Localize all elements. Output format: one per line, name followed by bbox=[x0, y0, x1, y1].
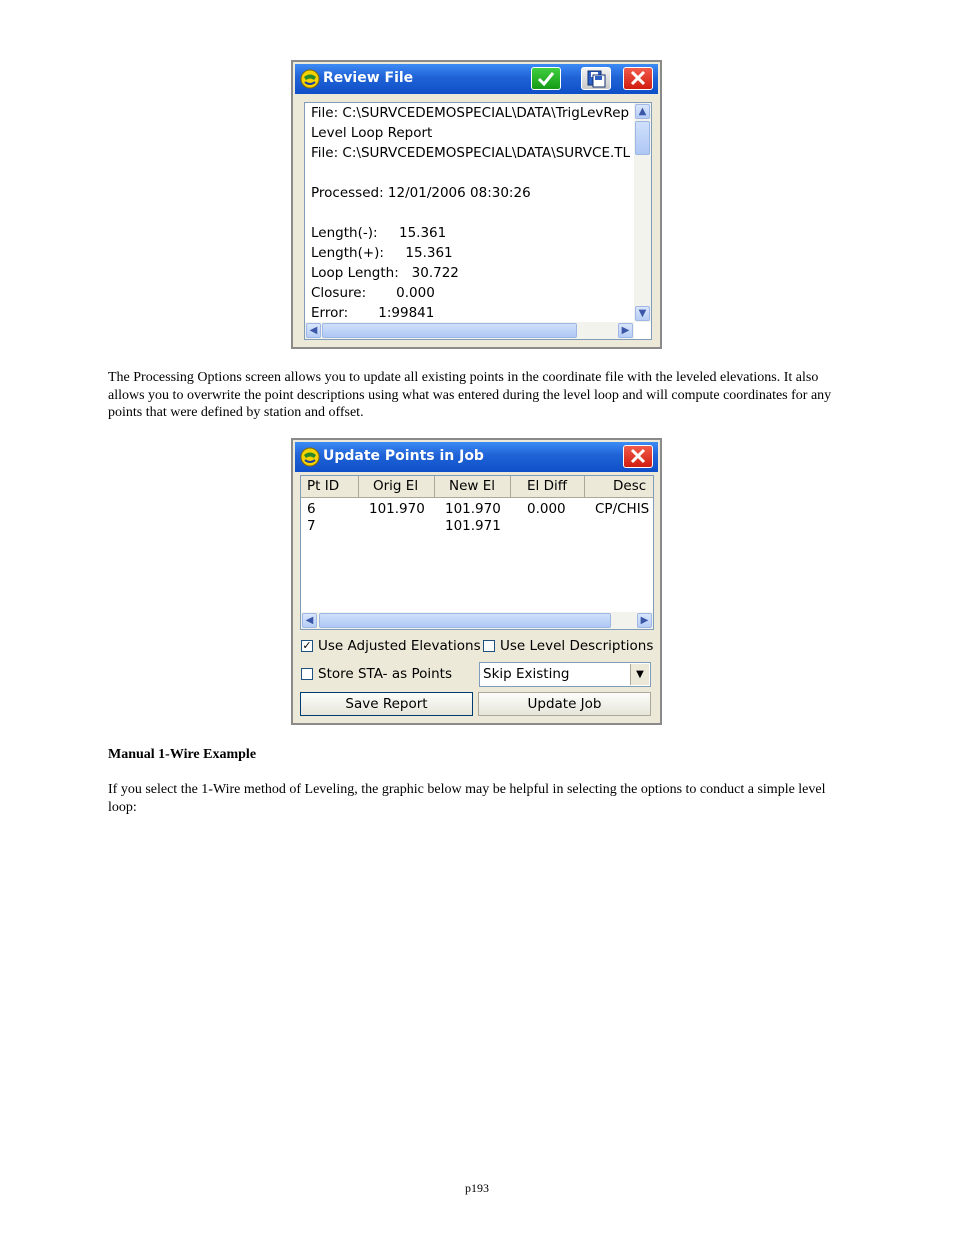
use-adjusted-elevations-label[interactable]: Use Adjusted Elevations bbox=[318, 638, 481, 654]
report-line: Length(-): 15.361 bbox=[311, 225, 447, 241]
vertical-scroll-thumb[interactable] bbox=[635, 121, 650, 155]
close-icon bbox=[624, 68, 652, 89]
review-file-title: Review File bbox=[323, 70, 414, 86]
review-file-titlebar bbox=[295, 64, 658, 94]
report-line: Processed: 12/01/2006 08:30:26 bbox=[311, 185, 531, 201]
update-points-titlebar bbox=[295, 442, 658, 472]
column-header-pt-id[interactable]: Pt ID bbox=[301, 476, 359, 498]
horizontal-scrollbar[interactable] bbox=[305, 322, 634, 339]
horizontal-scroll-thumb[interactable] bbox=[322, 323, 577, 338]
cell-pt-id: 7 bbox=[307, 518, 316, 534]
report-text-box[interactable] bbox=[304, 102, 652, 340]
update-job-button[interactable]: Update Job bbox=[478, 692, 651, 716]
app-logo-icon bbox=[299, 446, 321, 468]
use-level-descriptions-label[interactable]: Use Level Descriptions bbox=[500, 638, 654, 654]
page-number: p193 bbox=[465, 1181, 489, 1195]
one-wire-paragraph: If you select the 1-Wire method of Leveling, the graphic below may be helpful in selecting the options to conduct a simple level loop: bbox=[108, 782, 826, 815]
report-line: Error: 1:99841 bbox=[311, 305, 435, 321]
save-report-button[interactable]: Save Report bbox=[300, 692, 473, 716]
scroll-right-icon[interactable]: ▶ bbox=[637, 613, 652, 628]
processing-options-paragraph: The Processing Options screen allows you to update all existing points in the coordinate file with the leveled elevations. It also allows you to overwrite the point descriptions using what was entered during the level loop and will compute coordinates for any points that were defined by station and offset. bbox=[108, 370, 832, 420]
use-adjusted-elevations-checkbox[interactable]: ✓ bbox=[302, 639, 312, 652]
column-header-new-el[interactable]: New El bbox=[435, 476, 511, 498]
cell-pt-id: 6 bbox=[307, 501, 316, 517]
update-points-window bbox=[291, 438, 662, 725]
close-icon bbox=[624, 446, 652, 467]
cell-el-diff: 0.000 bbox=[527, 501, 566, 517]
close-button[interactable] bbox=[623, 67, 653, 90]
report-line: Length(+): 15.361 bbox=[311, 245, 453, 261]
section-heading: Manual 1-Wire Example bbox=[108, 747, 257, 762]
horizontal-scrollbar[interactable] bbox=[301, 612, 653, 629]
cell-desc: CP/CHIS bbox=[595, 501, 650, 517]
scroll-left-icon[interactable]: ◀ bbox=[306, 323, 321, 338]
cell-orig-el: 101.970 bbox=[369, 501, 425, 517]
app-logo-icon bbox=[299, 68, 321, 90]
report-line: File: C:\SURVCEDEMOSPECIAL\DATA\TrigLevRep bbox=[311, 105, 630, 121]
scroll-right-icon[interactable]: ▶ bbox=[618, 323, 633, 338]
review-file-window bbox=[291, 60, 662, 349]
existing-points-dropdown[interactable] bbox=[479, 662, 651, 687]
scroll-down-icon[interactable]: ▼ bbox=[635, 306, 650, 321]
column-header-orig-el[interactable]: Orig El bbox=[359, 476, 435, 498]
cell-new-el: 101.971 bbox=[445, 518, 501, 534]
dropdown-value: Skip Existing bbox=[483, 666, 570, 682]
save-button[interactable] bbox=[581, 67, 611, 90]
checkmark-icon bbox=[532, 68, 560, 89]
report-line: File: C:\SURVCEDEMOSPECIAL\DATA\SURVCE.TL bbox=[311, 145, 631, 161]
ok-button[interactable] bbox=[531, 67, 561, 90]
update-points-title: Update Points in Job bbox=[323, 448, 484, 464]
points-table[interactable] bbox=[300, 475, 654, 630]
scroll-left-icon[interactable]: ◀ bbox=[302, 613, 317, 628]
save-disk-icon bbox=[582, 68, 610, 89]
column-header-desc[interactable]: Desc bbox=[585, 476, 654, 498]
scroll-up-icon[interactable]: ▲ bbox=[635, 104, 650, 119]
store-sta-points-label[interactable]: Store STA- as Points bbox=[318, 666, 452, 682]
cell-new-el: 101.970 bbox=[445, 501, 501, 517]
report-line: Level Loop Report bbox=[311, 125, 433, 141]
report-line: Closure: 0.000 bbox=[311, 285, 435, 301]
vertical-scrollbar[interactable] bbox=[634, 103, 651, 322]
report-line: Loop Length: 30.722 bbox=[311, 265, 459, 281]
close-button[interactable] bbox=[623, 445, 653, 468]
store-sta-points-checkbox[interactable] bbox=[301, 668, 313, 680]
chevron-down-icon[interactable]: ▼ bbox=[630, 664, 649, 685]
column-header-el-diff[interactable]: El Diff bbox=[511, 476, 585, 498]
use-level-descriptions-checkbox[interactable] bbox=[483, 640, 495, 652]
horizontal-scroll-thumb[interactable] bbox=[319, 613, 611, 628]
